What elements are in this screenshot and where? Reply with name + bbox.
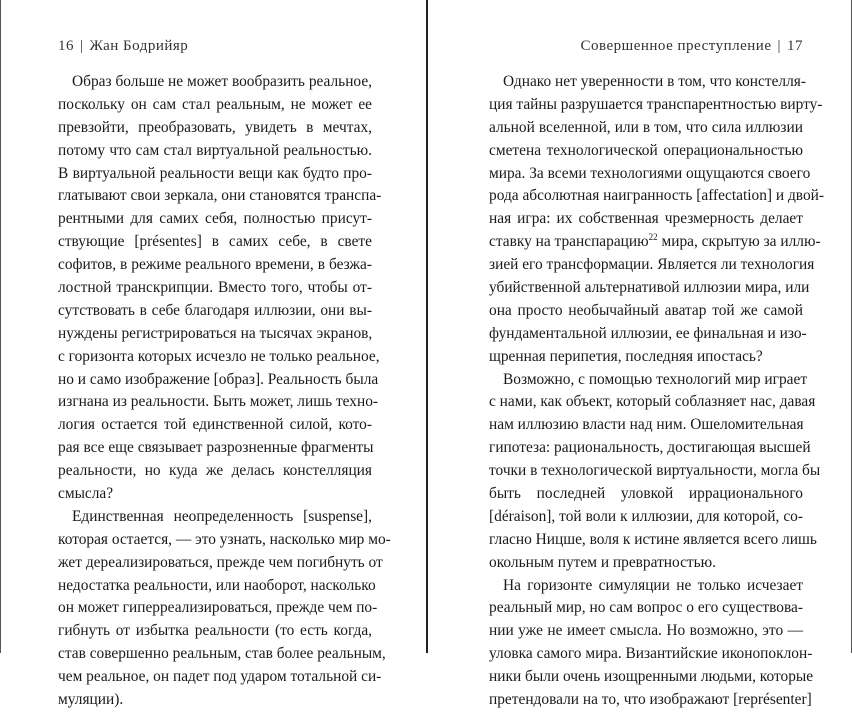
text-line xyxy=(489,414,803,437)
text-line-content: гипотеза: рациональность, достигающая высшей xyxy=(489,439,811,457)
text-line xyxy=(58,277,372,300)
text-line-content: логия остается той единственной силой, кото- xyxy=(58,416,372,434)
right-page-number: 17 xyxy=(787,38,803,54)
text-line-content: но и само изображение [образ]. Реальность была xyxy=(58,370,379,388)
text-line xyxy=(489,277,810,300)
text-line xyxy=(58,369,379,392)
text-line xyxy=(489,163,811,186)
text-line xyxy=(489,300,803,323)
text-line-content: Образ больше не может вообразить реальное, xyxy=(72,73,372,90)
text-line xyxy=(489,437,811,460)
text-line-content: став совершенно реальным, став более реальным, xyxy=(58,645,386,663)
text-line-content: сметена технологической операциональностью xyxy=(489,141,803,159)
text-line-content: ствующие [présentes] в самих себе, в свете xyxy=(58,233,372,251)
text-line-content: претендовали на то, что изображают [représenter] xyxy=(489,691,812,709)
text-line xyxy=(489,506,803,529)
text-line xyxy=(58,346,380,369)
text-line xyxy=(58,391,379,414)
text-line xyxy=(58,483,372,506)
text-line-content: зией его трансформации. Является ли технология xyxy=(489,256,815,274)
text-line xyxy=(489,620,803,643)
text-line xyxy=(58,414,372,437)
text-line xyxy=(58,666,382,689)
text-line-content: с нами, как объект, который соблазняет нас, давая xyxy=(489,393,816,411)
text-line xyxy=(58,231,372,254)
text-line xyxy=(58,437,372,460)
text-line-content: В виртуальной реальности вещи как будто про- xyxy=(58,164,372,182)
text-line xyxy=(489,483,803,506)
text-line-content: мира. За всеми технологиями ощущаются своего xyxy=(489,164,811,182)
text-line xyxy=(58,117,372,140)
text-line-content: ция тайны разрушается транспарентностью вирту- xyxy=(489,95,823,113)
text-line-content: муляции). xyxy=(58,691,124,709)
text-line xyxy=(489,208,803,231)
text-line xyxy=(489,689,812,712)
text-line-content: изгнана из реальности. Быть может, лишь техно- xyxy=(58,393,379,411)
text-line xyxy=(58,529,391,552)
text-line xyxy=(58,185,382,208)
text-line xyxy=(58,506,372,529)
text-line-content: нуждены регистрироваться на тысячах экранов, xyxy=(58,324,373,342)
text-line xyxy=(489,94,823,117)
text-line-content: гибнуть от избытка реальности (то есть когда, xyxy=(58,622,372,640)
footnote-marker[interactable]: 22 xyxy=(648,232,658,243)
text-line-content: Единственная неопределенность [suspense], xyxy=(72,507,372,525)
left-running-head-title: Жан Бодрийяр xyxy=(89,38,189,54)
text-line xyxy=(489,643,813,666)
text-line-content: жет дереализироваться, прежде чем погибнуть от xyxy=(58,553,383,571)
text-line xyxy=(489,117,803,140)
text-line-content: превзойти, преобразовать, увидеть в мечтах, xyxy=(58,118,372,136)
text-line xyxy=(58,323,372,346)
text-line-content: чем реальное, он падет под ударом тотальной си- xyxy=(58,668,382,686)
text-line-content: реальный мир, но сам вопрос о его существова- xyxy=(489,599,803,617)
text-line xyxy=(58,643,386,666)
text-line xyxy=(58,71,372,94)
right-body-text xyxy=(489,71,825,712)
text-line-content: лостной транскрипции. Вместо того, чтобы от- xyxy=(58,279,372,297)
text-line xyxy=(58,163,372,186)
text-line-content: убийственной альтернативой иллюзии мира, или xyxy=(489,279,810,297)
text-line-content: она просто необычайный аватар той же самой xyxy=(489,301,803,319)
text-line-content: нии уже не имеет смысла. Но возможно, это — xyxy=(489,622,803,640)
text-line-content: альной вселенной, или в том, что сила иллюзии xyxy=(489,118,803,136)
text-line xyxy=(489,140,803,163)
right-running-head-title: Совершенное преступление xyxy=(580,38,772,54)
text-line-content: ники были очень изощренными людьми, которые xyxy=(489,668,814,686)
text-line xyxy=(58,597,378,620)
text-line xyxy=(489,666,814,689)
text-line-content: глатывают свои зеркала, они становятся транспа- xyxy=(58,187,382,205)
text-line-content: точки в технологической виртуальности, могла бы xyxy=(489,462,821,480)
header-separator: | xyxy=(80,38,84,54)
text-line xyxy=(489,185,825,208)
text-line-content: которая остается, — это узнать, насколько мир мо- xyxy=(58,530,391,548)
text-line-content: смысла? xyxy=(58,485,114,503)
left-page-number: 16 xyxy=(58,38,74,54)
text-line-content: уловка самого мира. Византийские иконопоклон- xyxy=(489,645,813,663)
text-line xyxy=(489,391,816,414)
text-line-content: рентными для самих себя, полностью присут- xyxy=(58,210,372,228)
text-line xyxy=(489,71,806,94)
text-line-content: ная игра: их собственная чрезмерность делает xyxy=(489,210,803,228)
text-line-content: На горизонте симуляции не только исчезает xyxy=(503,576,803,594)
text-line-content: [déraison], той воли к иллюзии, для которой, со- xyxy=(489,507,803,525)
text-line xyxy=(58,208,372,231)
text-line xyxy=(58,689,372,712)
text-line-content: нам иллюзию власти над ним. Ошеломительная xyxy=(489,416,804,434)
left-body-text xyxy=(58,71,391,712)
text-line xyxy=(58,620,372,643)
right-running-header xyxy=(581,38,803,55)
text-line xyxy=(489,369,808,392)
text-line-content: поскольку он сам стал реальным, не может ее xyxy=(58,95,372,113)
text-line-content: щренная перипетия, последняя ипостась? xyxy=(489,347,763,365)
text-line xyxy=(489,346,803,369)
text-line xyxy=(489,460,821,483)
text-line xyxy=(58,575,376,598)
text-line-content: гласно Ницше, воля к истине является всего лишь xyxy=(489,530,817,548)
text-line xyxy=(489,575,803,598)
text-line xyxy=(58,300,372,323)
text-line-content: недостатка реальности, или наоборот, насколько xyxy=(58,576,376,594)
text-line xyxy=(58,460,372,483)
text-line xyxy=(489,254,815,277)
text-line-content: Однако нет уверенности в том, что констелля- xyxy=(503,73,806,90)
text-line-content: рая все еще связывает разрозненные фрагменты xyxy=(58,439,374,457)
text-line xyxy=(58,140,372,163)
text-line xyxy=(489,597,803,620)
right-page xyxy=(428,0,852,709)
text-line-content: рода абсолютная наигранность [affectation] и двой- xyxy=(489,187,825,205)
header-separator: | xyxy=(777,38,781,54)
text-line xyxy=(58,94,372,117)
text-line-content: сутствовать в себе благодаря иллюзии, они вы- xyxy=(58,301,372,319)
text-line-content: софитов, в режиме реального времени, в безжа- xyxy=(58,256,372,274)
text-line-content: фундаментальной иллюзии, ее финальная и изо- xyxy=(489,324,807,342)
text-line-content: окольным путем и превратностью. xyxy=(489,553,717,571)
text-line-content: реальности, но куда же делась констелляция xyxy=(58,462,372,480)
text-line-content: он может гиперреализироваться, прежде чем по- xyxy=(58,599,378,617)
text-line xyxy=(58,552,383,575)
left-running-header xyxy=(58,38,188,55)
left-page xyxy=(0,0,426,709)
text-line-content: Возможно, с помощью технологий мир играет xyxy=(503,370,808,388)
text-line xyxy=(58,254,372,277)
text-line-content: быть последней уловкой иррационального xyxy=(489,485,803,503)
text-line-content: ставку на транспарацию$^{22}$ мира, скрытую за иллю- xyxy=(489,232,821,251)
text-line xyxy=(489,323,807,346)
text-line xyxy=(489,231,821,254)
text-line-content: потому что сам стал виртуальной реальностью. xyxy=(58,141,372,159)
text-line-content: с горизонта которых исчезло не только реальное, xyxy=(58,347,380,365)
text-line xyxy=(489,552,803,575)
text-line xyxy=(489,529,817,552)
